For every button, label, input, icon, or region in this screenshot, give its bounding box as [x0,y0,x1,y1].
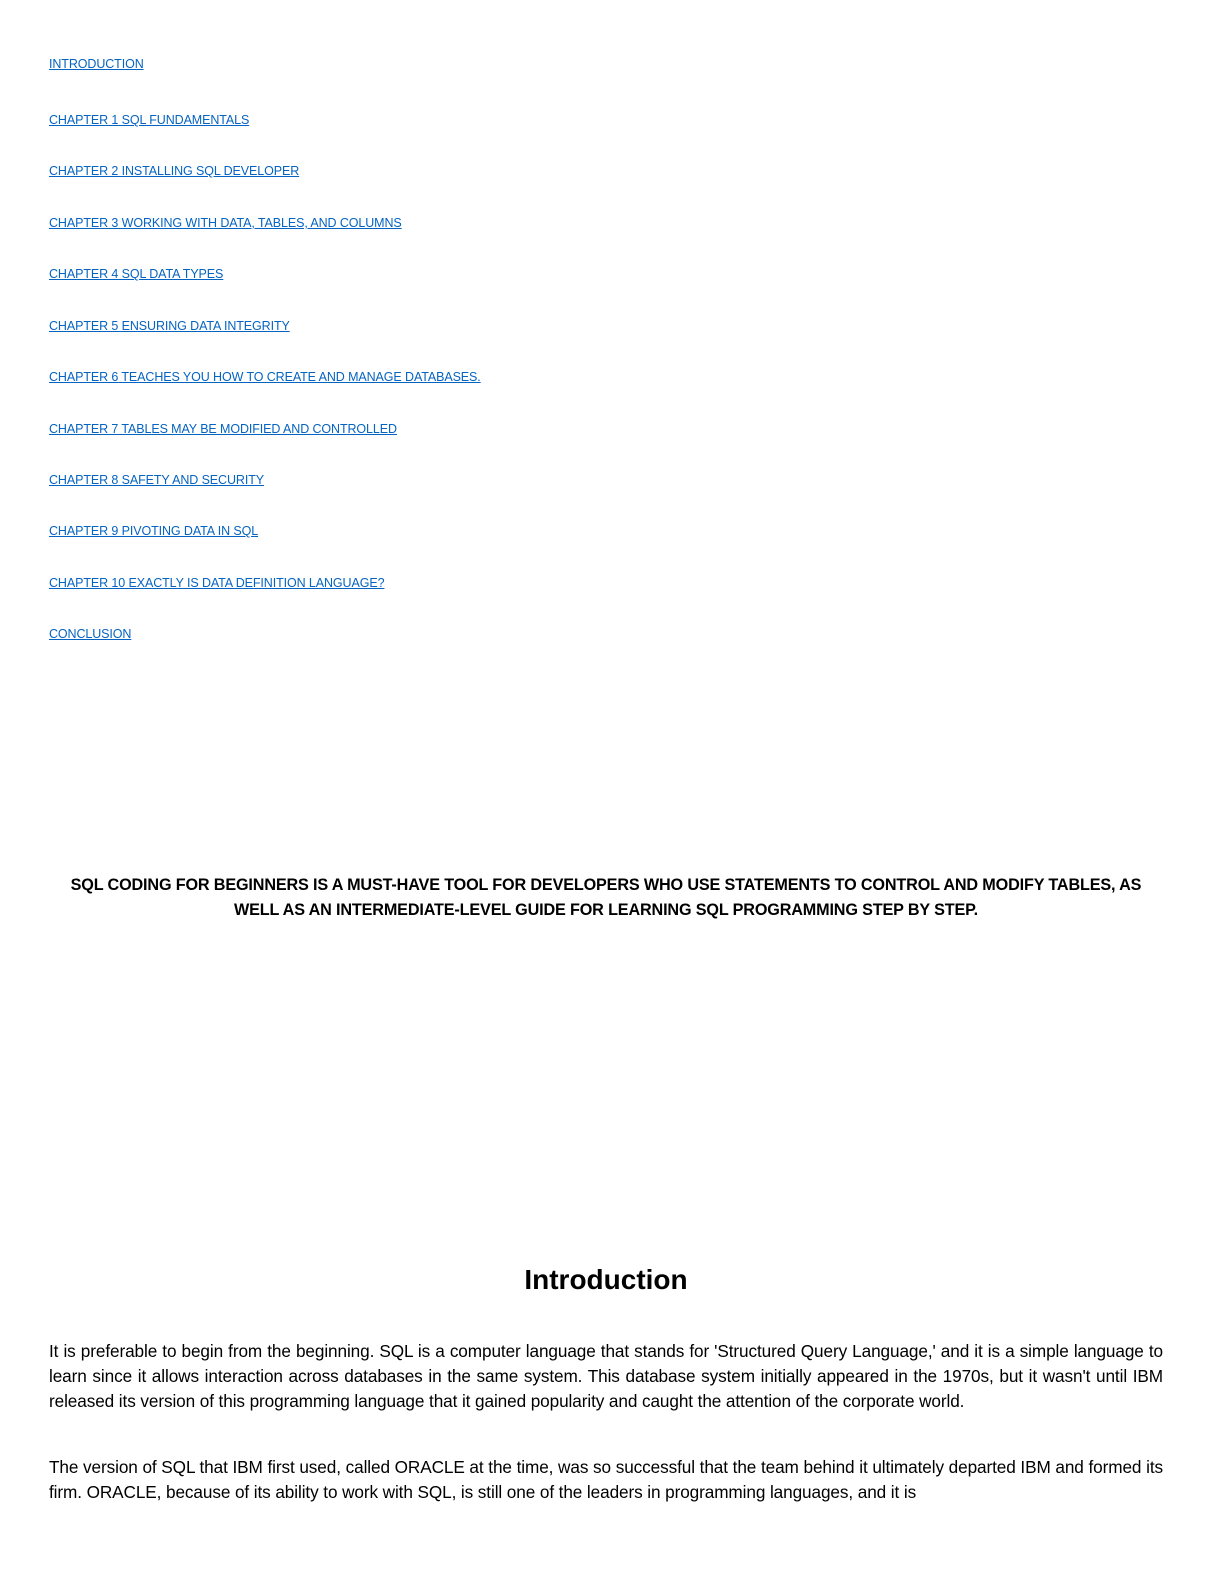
toc-link-chapter-2[interactable]: CHAPTER 2 INSTALLING SQL DEVELOPER [49,164,300,178]
toc-link-chapter-5[interactable]: CHAPTER 5 ENSURING DATA INTEGRITY [49,319,290,333]
toc-link-chapter-9[interactable]: CHAPTER 9 PIVOTING DATA IN SQL [49,524,259,538]
toc-link-chapter-4[interactable]: CHAPTER 4 SQL DATA TYPES [49,267,224,281]
toc-link-chapter-3[interactable]: CHAPTER 3 WORKING WITH DATA, TABLES, AND COLUMNS [49,216,402,230]
toc-link-chapter-1[interactable]: CHAPTER 1 SQL FUNDAMENTALS [49,113,250,127]
toc-link-chapter-6[interactable]: CHAPTER 6 TEACHES YOU HOW TO CREATE AND MANAGE DATABASES. [49,370,481,384]
toc-link-chapter-8[interactable]: CHAPTER 8 SAFETY AND SECURITY [49,473,264,487]
toc-link-chapter-10[interactable]: CHAPTER 10 EXACTLY IS DATA DEFINITION LANGUAGE? [49,576,385,590]
toc-link-chapter-7[interactable]: CHAPTER 7 TABLES MAY BE MODIFIED AND CONTROLLED [49,422,397,436]
toc-link-conclusion[interactable]: CONCLUSION [49,627,132,641]
toc-link-introduction[interactable]: INTRODUCTION [49,57,144,71]
introduction-paragraph-1: It is preferable to begin from the beginning. SQL is a computer language that stands for 'Structured Query Language,' and it is a simple language to learn since it allows interaction across databases in the same system. This database system initially appeared in the 1970s, but it wasn't until IBM released its version of this programming language that it gained popularity and caught the attention of the corporate world. [49,1341,1163,1411]
book-tagline: SQL CODING FOR BEGINNERS IS A MUST-HAVE TOOL FOR DEVELOPERS WHO USE STATEMENTS TO CONTROL AND MODIFY TABLES, AS WELL AS AN INTERMEDIATE-LEVEL GUIDE FOR LEARNING SQL PROGRAMMING STEP BY STEP. [70,876,1142,919]
section-heading-introduction: Introduction [524,1264,688,1295]
introduction-paragraph-2: The version of SQL that IBM first used, called ORACLE at the time, was so successful that the team behind it ultimately departed IBM and formed its firm. ORACLE, because of its ability to work with SQL, is still one of the leaders in programming languages, and it is [49,1457,1163,1502]
